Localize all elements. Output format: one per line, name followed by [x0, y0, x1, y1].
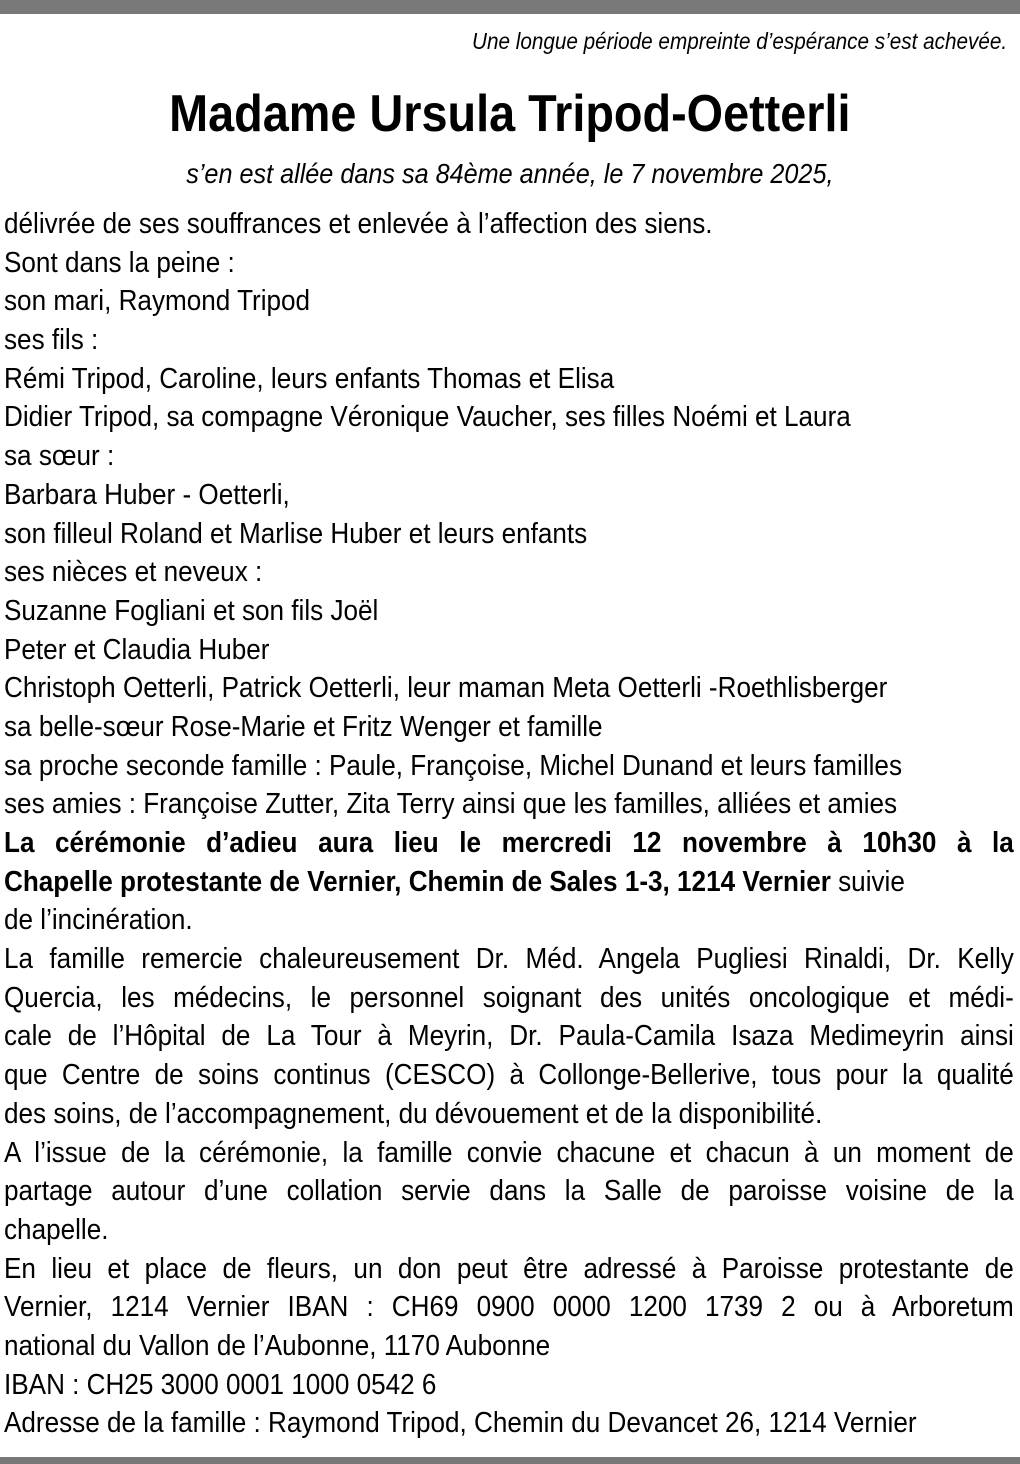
family-line: son filleul Roland et Marlise Huber et leurs enfants	[4, 517, 588, 550]
obituary-body	[4, 205, 1014, 1443]
ceremony-location: Chapelle protestante de Vernier, Chemin de Sales 1-3, 1214 Vernier	[4, 865, 831, 898]
ceremony-line	[4, 863, 1014, 902]
family-line: ses fils :	[4, 324, 99, 357]
family-line: Didier Tripod, sa compagne Véronique Vaucher, ses filles Noémi et Laura	[4, 401, 851, 434]
family-line: ses nièces et neveux :	[4, 556, 263, 589]
family-line: Rémi Tripod, Caroline, leurs enfants Thomas et Elisa	[4, 362, 615, 395]
family-line: Peter et Claudia Huber	[4, 633, 270, 666]
family-address: Adresse de la famille : Raymond Tripod, Chemin du Devancet 26, 1214 Vernier	[4, 1407, 917, 1440]
donation-line: En lieu et place de fleurs, un don peut être adressé à Paroisse protestante de	[4, 1252, 1014, 1285]
family-line: Christoph Oetterli, Patrick Oetterli, leur maman Meta Oetterli -Roethlisberger	[4, 672, 888, 705]
donation-line: Vernier, 1214 Vernier IBAN : CH69 0900 0000 1200 1739 2 ou à Arboretum	[4, 1291, 1014, 1324]
ceremony-line-rest: suivie	[830, 865, 905, 898]
collation-line: chapelle.	[4, 1213, 109, 1246]
family-line: sa proche seconde famille : Paule, Françoise, Michel Dunand et leurs familles	[4, 749, 903, 782]
family-line: Suzanne Fogliani et son fils Joël	[4, 594, 379, 627]
family-line: son mari, Raymond Tripod	[4, 285, 311, 318]
thanks-line: La famille remercie chaleureusement Dr. Méd. Angela Pugliesi Rinaldi, Dr. Kelly	[4, 943, 1014, 976]
ceremony-line: La cérémonie d’adieu aura lieu le mercredi 12 novembre à 10h30 à la	[4, 827, 1014, 859]
family-line: ses amies : Françoise Zutter, Zita Terry ainsi que les familles, alliées et amies	[4, 788, 898, 821]
family-line: sa sœur :	[4, 440, 115, 473]
collation-line: A l’issue de la cérémonie, la famille convie chacune et chacun à un moment de	[4, 1136, 1014, 1169]
ceremony-line: de l’incinération.	[4, 904, 193, 937]
family-line: délivrée de ses souffrances et enlevée à l’affection des siens.	[4, 208, 713, 240]
bottom-rule	[0, 1457, 1020, 1464]
family-line: sa belle-sœur Rose-Marie et Fritz Wenger et famille	[4, 710, 603, 743]
subtitle: s’en est allée dans sa 84ème année, le 7 novembre 2025,	[186, 158, 834, 189]
deceased-name-title: Madame Ursula Tripod-Oetterli	[169, 85, 851, 143]
thanks-line: Quercia, les médecins, le personnel soignant des unités oncologique et médi-	[4, 981, 1014, 1014]
collation-line: partage autour d’une collation servie dans la Salle de paroisse voisine de la	[4, 1175, 1014, 1208]
top-rule	[0, 0, 1020, 14]
family-line: Barbara Huber - Oetterli,	[4, 478, 290, 511]
motto: Une longue période empreinte d’espérance s’est achevée.	[471, 28, 1008, 54]
donation-line: national du Vallon de l’Aubonne, 1170 Aubonne	[4, 1329, 551, 1362]
thanks-line: cale de l’Hôpital de La Tour à Meyrin, Dr. Paula-Camila Isaza Medimeyrin ainsi	[4, 1020, 1014, 1053]
thanks-line: que Centre de soins continus (CESCO) à Collonge-Bellerive, tous pour la qualité	[4, 1059, 1014, 1092]
donation-line: IBAN : CH25 3000 0001 1000 0542 6	[4, 1368, 437, 1401]
family-line: Sont dans la peine :	[4, 246, 235, 279]
thanks-line: des soins, de l’accompagnement, du dévouement et de la disponibilité.	[4, 1097, 823, 1130]
